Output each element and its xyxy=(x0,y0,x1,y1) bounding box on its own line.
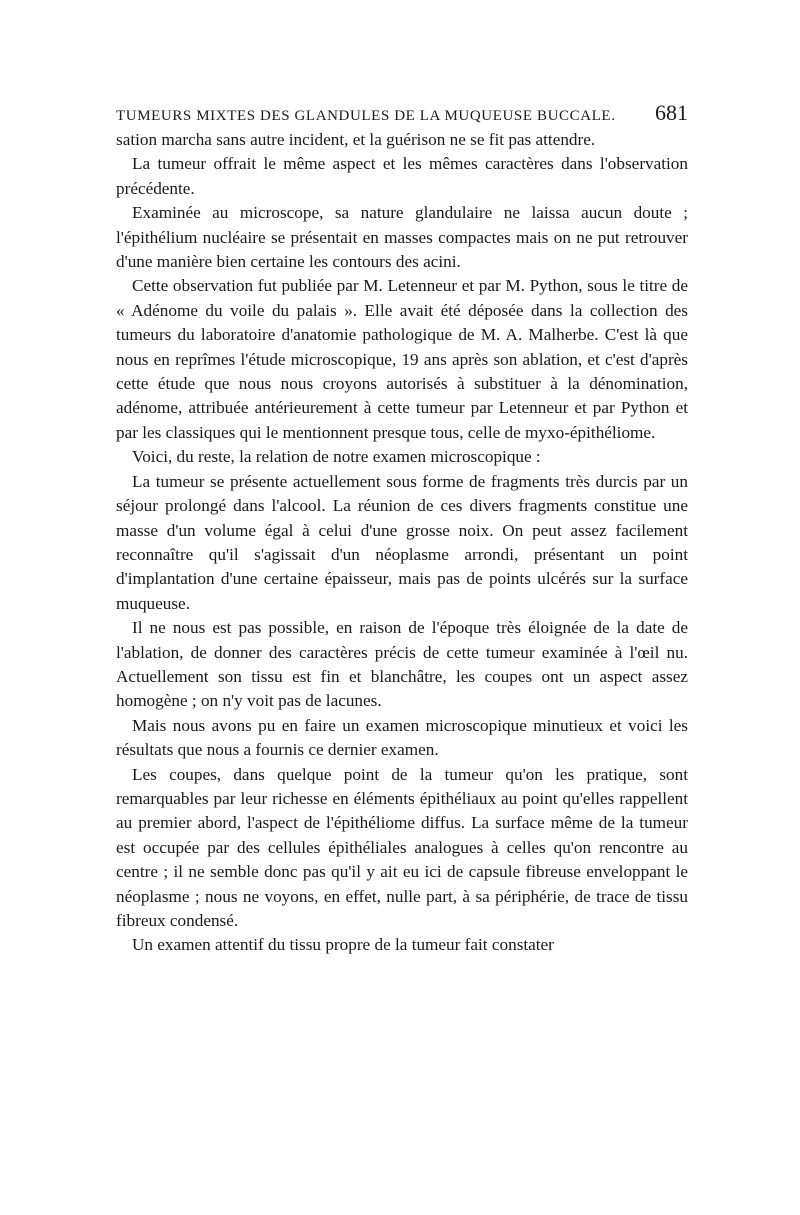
paragraph: Mais nous avons pu en faire un examen microscopique minutieux et voici les résultats que nous a fournis ce dernier examen. xyxy=(116,715,688,760)
paragraph: Un examen attentif du tissu propre de la tumeur fait constater xyxy=(132,935,554,955)
page-number: 681 xyxy=(655,100,688,125)
running-title: TUMEURS MIXTES DES GLANDULES DE LA MUQUEUSE BUCCALE. xyxy=(116,108,616,124)
paragraph: Cette observation fut publiée par M. Letenneur et par M. Python, sous le titre de « Adénome du voile du palais ». Elle avait été déposée dans la collection des tumeurs du laboratoire d'anatomie pathologique de M. A. Malherbe. C'est là que nous en reprîmes l'étude microscopique, 19 ans après son ablation, et c'est d'après cette étude que nous nous croyons autorisés à substituer à la dénomination, adénome, attribuée antérieurement à cette tumeur par Letenneur et par Python et par les classiques qui le mentionnent presque tous, celle de myxo-épithéliome. xyxy=(116,276,688,442)
paragraph: La tumeur se présente actuellement sous forme de fragments très durcis par un séjour prolongé dans l'alcool. La réunion de ces divers fragments constitue une masse d'un volume égal à celui d'une grosse noix. On peut assez facilement reconnaître qu'il s'agissait d'un néoplasme arrondi, présentant un point d'implantation d'une certaine épaisseur, mais pas de points ulcérés sur la surface muqueuse. xyxy=(116,471,688,613)
body-text xyxy=(116,128,688,958)
paragraph: Il ne nous est pas possible, en raison de l'époque très éloignée de la date de l'ablation, de donner des caractères précis de cette tumeur examinée à l'œil nu. Actuellement son tissu est fin et blanchâtre, les coupes ont un aspect assez homogène ; on n'y voit pas de lacunes. xyxy=(116,618,688,711)
paragraph: Examinée au microscope, sa nature glandulaire ne laissa aucun doute ; l'épithélium nucléaire se présentait en masses compactes mais on ne put retrouver d'une manière bien certaine les contours des acini. xyxy=(116,203,688,272)
running-header xyxy=(116,100,688,128)
paragraph: sation marcha sans autre incident, et la guérison ne se fit pas attendre. xyxy=(116,130,596,149)
paragraph: Voici, du reste, la relation de notre examen microscopique : xyxy=(132,447,541,467)
paragraph: La tumeur offrait le même aspect et les mêmes caractères dans l'observation précédente. xyxy=(116,154,688,198)
paragraph: Les coupes, dans quelque point de la tumeur qu'on les pratique, sont remarquables par leur richesse en éléments épithéliaux au point qu'elles rappellent au premier abord, l'aspect de l'épithéliome diffus. La surface même de la tumeur est occupée par des cellules épithéliales analogues à celles qu'on rencontre au centre ; il ne semble donc pas qu'il y ait eu ici de capsule fibreuse enveloppant le néoplasme ; nous ne voyons, en effet, nulle part, à sa périphérie, de trace de tissu fibreux condensé. xyxy=(116,764,688,930)
